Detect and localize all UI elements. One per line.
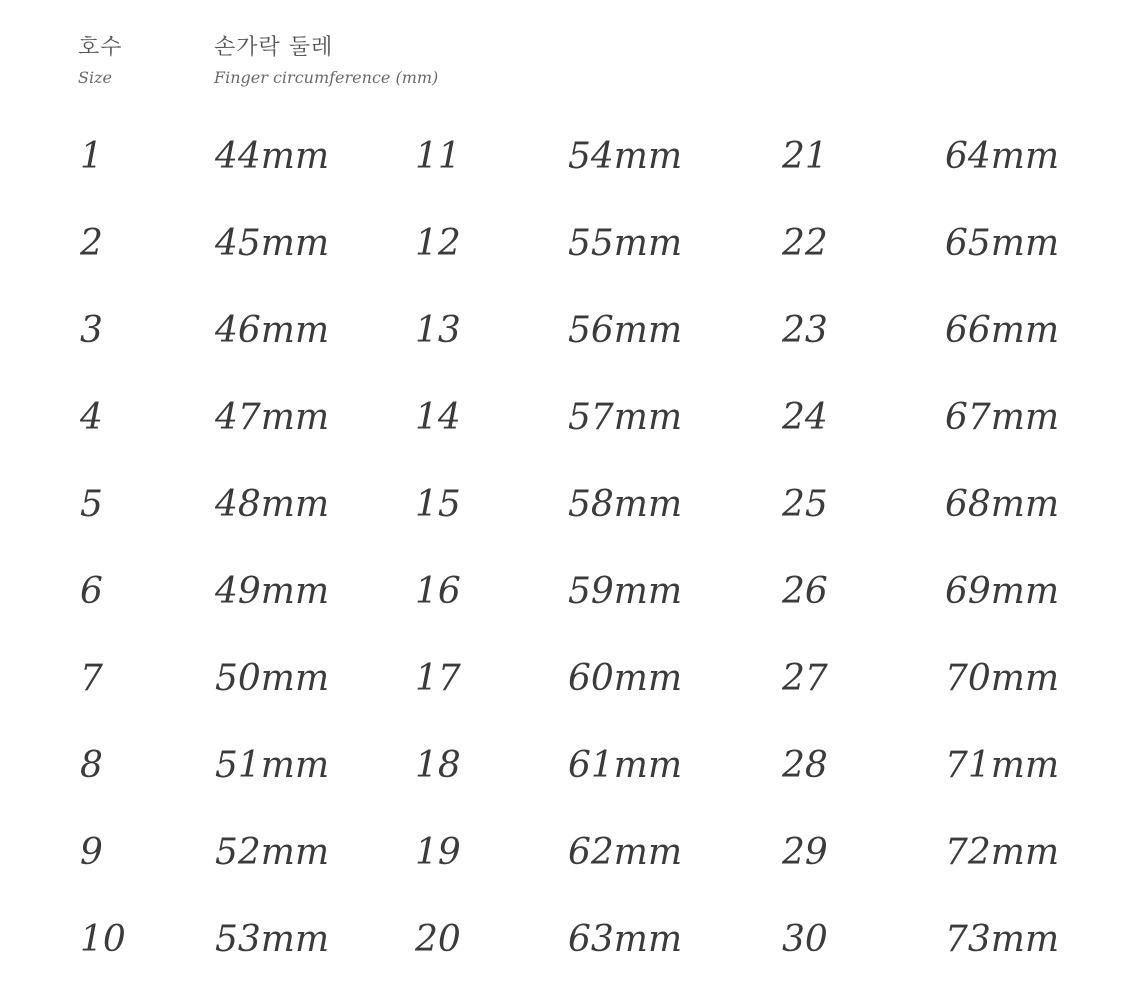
size-header-english: Size <box>78 68 112 87</box>
table-row <box>0 292 1125 379</box>
size-value: 21 <box>782 136 828 177</box>
table-row <box>0 379 1125 466</box>
size-value: 11 <box>415 136 461 177</box>
circumference-value: 47mm <box>215 397 330 438</box>
table-row <box>0 205 1125 292</box>
size-value: 18 <box>415 745 461 786</box>
circumference-value: 70mm <box>945 658 1060 699</box>
table-row <box>0 118 1125 205</box>
circumference-value: 56mm <box>568 310 683 351</box>
size-value: 12 <box>415 223 461 264</box>
circumference-header-english: Finger circumference (mm) <box>214 68 439 87</box>
circumference-value: 53mm <box>215 919 330 960</box>
size-value: 8 <box>80 745 103 786</box>
circumference-value: 65mm <box>945 223 1060 264</box>
circumference-value: 59mm <box>568 571 683 612</box>
ring-size-table <box>0 118 1125 988</box>
size-value: 15 <box>415 484 461 525</box>
circumference-value: 44mm <box>215 136 330 177</box>
circumference-value: 67mm <box>945 397 1060 438</box>
circumference-value: 50mm <box>215 658 330 699</box>
size-value: 14 <box>415 397 461 438</box>
table-row <box>0 640 1125 727</box>
size-value: 22 <box>782 223 828 264</box>
size-header-korean: 호수 <box>78 35 123 60</box>
size-value: 30 <box>782 919 828 960</box>
size-value: 5 <box>80 484 103 525</box>
circumference-value: 54mm <box>568 136 683 177</box>
circumference-value: 61mm <box>568 745 683 786</box>
table-row <box>0 814 1125 901</box>
size-value: 17 <box>415 658 461 699</box>
size-value: 25 <box>782 484 828 525</box>
size-value: 4 <box>80 397 103 438</box>
size-value: 23 <box>782 310 828 351</box>
circumference-value: 49mm <box>215 571 330 612</box>
circumference-header-korean: 손가락 둘레 <box>214 35 334 60</box>
circumference-value: 57mm <box>568 397 683 438</box>
size-value: 3 <box>80 310 103 351</box>
size-value: 13 <box>415 310 461 351</box>
circumference-value: 48mm <box>215 484 330 525</box>
circumference-value: 71mm <box>945 745 1060 786</box>
circumference-value: 45mm <box>215 223 330 264</box>
size-value: 1 <box>80 136 103 177</box>
size-value: 24 <box>782 397 828 438</box>
size-value: 27 <box>782 658 828 699</box>
table-row <box>0 727 1125 814</box>
size-value: 7 <box>80 658 103 699</box>
size-value: 26 <box>782 571 828 612</box>
size-value: 29 <box>782 832 828 873</box>
table-row <box>0 466 1125 553</box>
size-value: 20 <box>415 919 461 960</box>
circumference-value: 55mm <box>568 223 683 264</box>
circumference-value: 68mm <box>945 484 1060 525</box>
circumference-value: 52mm <box>215 832 330 873</box>
circumference-value: 62mm <box>568 832 683 873</box>
table-row <box>0 553 1125 640</box>
circumference-value: 64mm <box>945 136 1060 177</box>
size-value: 10 <box>80 919 126 960</box>
size-value: 28 <box>782 745 828 786</box>
table-row <box>0 901 1125 988</box>
size-value: 2 <box>80 223 103 264</box>
circumference-value: 51mm <box>215 745 330 786</box>
circumference-value: 72mm <box>945 832 1060 873</box>
size-value: 16 <box>415 571 461 612</box>
circumference-value: 63mm <box>568 919 683 960</box>
circumference-value: 58mm <box>568 484 683 525</box>
size-value: 9 <box>80 832 103 873</box>
circumference-value: 66mm <box>945 310 1060 351</box>
circumference-value: 46mm <box>215 310 330 351</box>
size-value: 6 <box>80 571 103 612</box>
circumference-value: 69mm <box>945 571 1060 612</box>
size-value: 19 <box>415 832 461 873</box>
circumference-value: 73mm <box>945 919 1060 960</box>
circumference-value: 60mm <box>568 658 683 699</box>
